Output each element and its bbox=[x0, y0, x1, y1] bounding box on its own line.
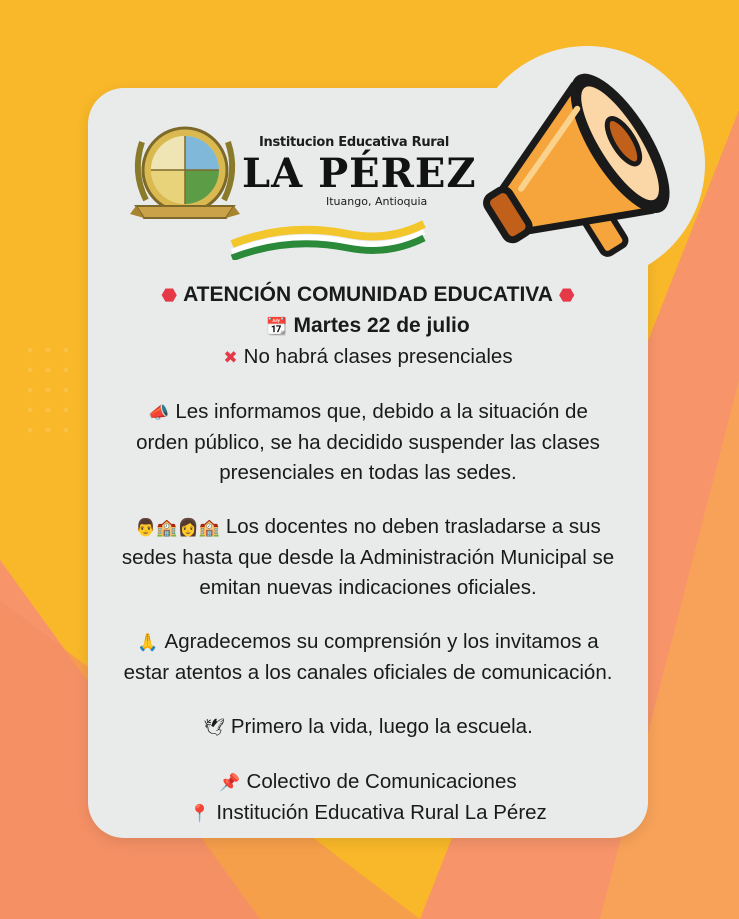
school-seal-icon bbox=[128, 122, 242, 230]
megaphone-icon bbox=[458, 42, 716, 286]
logo-location: Ituango, Antioquia bbox=[326, 195, 428, 208]
paragraph-2-line-1: 👨🏫👩🏫 Los docentes no deben trasladarse a sus bbox=[135, 515, 601, 538]
folded-hands-icon: 🙏 bbox=[137, 633, 159, 653]
pushpin-icon: 📌 bbox=[219, 773, 241, 793]
motto-text: Primero la vida, luego la escuela. bbox=[230, 715, 533, 738]
paragraph-1-line-3: presenciales en todas las sedes. bbox=[219, 461, 517, 484]
logo-institution-label: Institucion Educativa Rural bbox=[259, 135, 450, 150]
notice-title-line bbox=[98, 280, 638, 311]
signature-line-2: 📍 Institución Educativa Rural La Pérez bbox=[189, 801, 547, 824]
notice-title: ATENCIÓN COMUNIDAD EDUCATIVA bbox=[183, 283, 553, 306]
notice-date: Martes 22 de julio bbox=[293, 314, 470, 337]
loudspeaker-icon: 📣 bbox=[148, 403, 170, 423]
dove-icon: 🕊 bbox=[203, 718, 225, 738]
stop-sign-icon: ⬣ bbox=[161, 285, 178, 306]
paragraph-1-line-1: 📣 Les informamos que, debido a la situación de bbox=[148, 400, 588, 423]
notice-date-line bbox=[98, 311, 638, 342]
stop-sign-icon: ⬣ bbox=[558, 285, 575, 306]
teacher-school-icons: 👨🏫👩🏫 bbox=[135, 518, 220, 538]
motto-line bbox=[98, 712, 638, 743]
municipal-flag-icon bbox=[228, 214, 428, 260]
logo-school-name: LA PÉREZ bbox=[242, 150, 477, 197]
paragraph-3-line-2: estar atentos a los canales oficiales de comunicación. bbox=[123, 661, 613, 684]
paragraph-2-line-2: sedes hasta que desde la Administración Municipal se bbox=[121, 546, 615, 569]
paragraph-3-line-1: 🙏 Agradecemos su comprensión y los invitamos a bbox=[137, 630, 599, 653]
round-pin-icon: 📍 bbox=[189, 804, 211, 824]
cross-mark-icon: ✖ bbox=[223, 348, 238, 368]
no-classes-text: No habrá clases presenciales bbox=[243, 345, 513, 368]
school-logo bbox=[128, 122, 477, 262]
paragraph-1-line-2: orden público, se ha decidido suspender las clases bbox=[136, 431, 600, 454]
calendar-icon: 📆 bbox=[266, 317, 288, 337]
no-classes-line bbox=[98, 342, 638, 373]
notice-body bbox=[98, 280, 638, 829]
paragraph-2-line-3: emitan nuevas indicaciones oficiales. bbox=[199, 576, 537, 599]
signature-line-1: 📌 Colectivo de Comunicaciones bbox=[219, 770, 517, 793]
